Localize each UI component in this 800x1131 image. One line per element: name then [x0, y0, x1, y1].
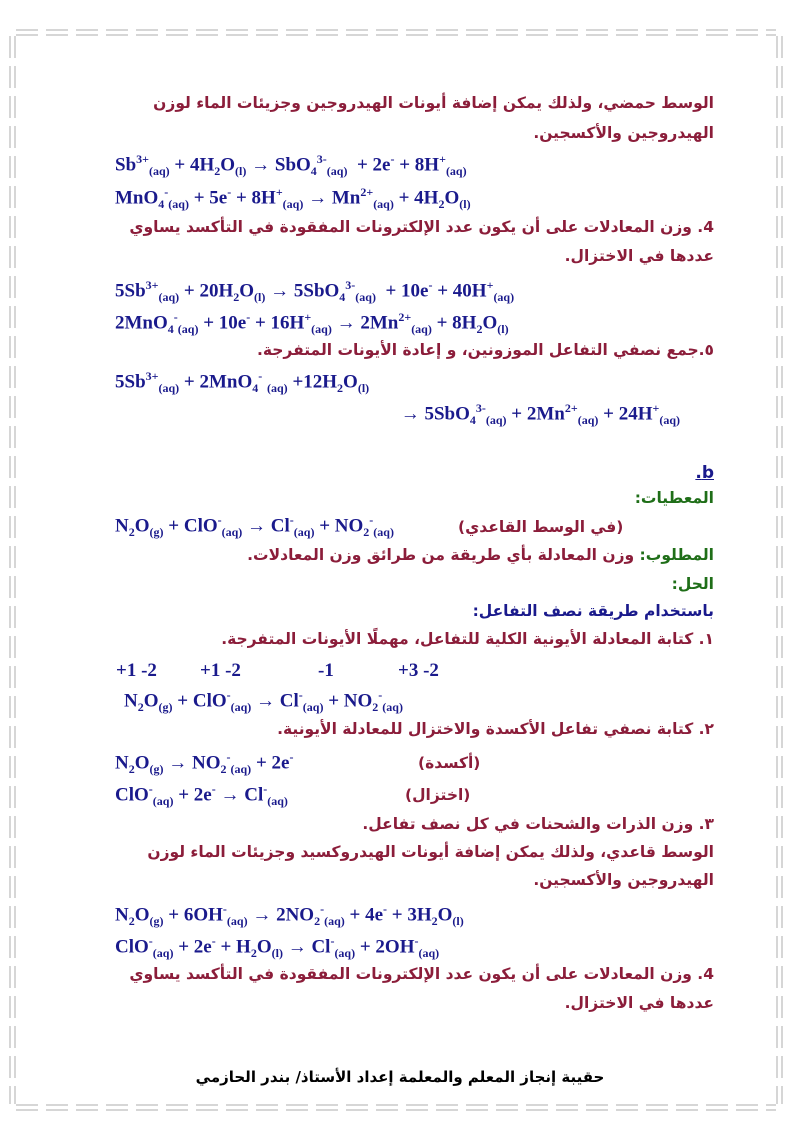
- basic-medium-note: (في الوسط القاعدي): [458, 518, 624, 536]
- part-b-label: b.: [695, 463, 714, 483]
- equation-b-oxidation-half: $N_2O_{(g)} \to NO_2^-_{(aq)} + 2e^-$: [115, 750, 294, 777]
- page-footer: حقيبة إنجاز المعلم والمعلمة إعداد الأستاذ/ بندر الحازمي: [195, 1068, 605, 1086]
- equation-b-reduction-balanced: $ClO^-_{(aq)} + 2e^- + H_2O_{(l)} \to Cl^-_{(aq)} + 2OH^-_{(aq)}$: [115, 934, 440, 961]
- acidic-medium-line1: الوسط حمضي، ولذلك يمكن إضافة أيونات الهيدروجين وجزيئات الماء لوزن: [153, 94, 714, 112]
- step4-line1: 4. وزن المعادلات على أن يكون عدد الإلكترونات المفقودة في التأكسد يساوي: [129, 218, 714, 236]
- required-line: [94, 546, 714, 564]
- equation-mno4-reduction-x2: $2MnO_4^-_{(aq)} + 10e^- + 16H^+_{(aq)} \to 2Mn^{2+}_{(aq)} + 8H_2O_{(l)}$: [115, 310, 509, 337]
- method-label: باستخدام طريقة نصف التفاعل:: [472, 602, 714, 620]
- step3-text: ٣. وزن الذرات والشحنات في كل نصف تفاعل.: [362, 815, 714, 833]
- oxnum-cl: -1: [318, 660, 334, 681]
- step4-b-line2: عددها في الاختزال.: [564, 994, 714, 1012]
- given-label: المعطيات:: [634, 489, 714, 507]
- oxnum-n2o: +1 -2: [116, 660, 157, 681]
- equation-sb-oxidation-x5: $5Sb^{3+}_{(aq)} + 20H_2O_{(l)} \to 5SbO_4^{3-}_{(aq)} + 10e^- + 40H^+_{(aq)}$: [115, 278, 515, 305]
- equation-sb-oxidation: $Sb^{3+}_{(aq)} + 4H_2O_{(l)} \to SbO_4^{3-}_{(aq)} + 2e^- + 8H^+_{(aq)}$: [115, 152, 467, 179]
- equation-mno4-reduction: $MnO_4^-_{(aq)} + 5e^- + 8H^+_{(aq)} \to Mn^{2+}_{(aq)} + 4H_2O_{(l)}$: [115, 185, 471, 212]
- equation-b-given: $N_2O_{(g)} + ClO^-_{(aq)} \to Cl^-_{(aq)} + NO_2^-_{(aq)}$: [115, 513, 394, 540]
- oxidation-label: (أكسدة): [418, 754, 481, 772]
- equation-b-reduction-half: $ClO^-_{(aq)} + 2e^- \to Cl^-_{(aq)}$: [115, 782, 288, 809]
- oxnum-no2: +3 -2: [398, 660, 439, 681]
- required-label: المطلوب:: [639, 546, 714, 564]
- step5-text: ٥.جمع نصفي التفاعل الموزونين، و إعادة الأيونات المتفرجة.: [256, 341, 714, 359]
- solution-label: الحل:: [671, 575, 714, 593]
- step4-line2: عددها في الاختزال.: [564, 247, 714, 265]
- oxnum-clo: +1 -2: [200, 660, 241, 681]
- equation-b-oxidation-balanced: $N_2O_{(g)} + 6OH^-_{(aq)} \to 2NO_2^-_{(aq)} + 4e^- + 3H_2O_{(l)}$: [115, 902, 464, 929]
- equation-overall-products: → $5SbO_4^{3-}_{(aq)} + 2Mn^{2+}_{(aq)} + 24H^+_{(aq)}$: [400, 401, 680, 428]
- acidic-medium-line2: الهيدروجين والأكسجين.: [533, 124, 714, 142]
- equation-b-ionic: $N_2O_{(g)} + ClO^-_{(aq)} \to Cl^-_{(aq)} + NO_2^-_{(aq)}$: [124, 688, 403, 715]
- equation-overall-reactants: $5Sb^{3+}_{(aq)} + 2MnO_4^-$ $_{(aq)} +12H_2O_{(l)}$: [115, 369, 370, 396]
- basic-medium-line2: الهيدروجين والأكسجين.: [533, 871, 714, 889]
- step4-b-line1: 4. وزن المعادلات على أن يكون عدد الإلكترونات المفقودة في التأكسد يساوي: [129, 965, 714, 983]
- reduction-label: (اختزال): [405, 786, 471, 804]
- required-text: وزن المعادلة بأي طريقة من طرائق وزن المعادلات.: [247, 546, 635, 564]
- step2-text: ٢. كتابة نصفي تفاعل الأكسدة والاختزال للمعادلة الأيونية.: [277, 720, 714, 738]
- basic-medium-line1: الوسط قاعدي، ولذلك يمكن إضافة أيونات الهيدروكسيد وجزيئات الماء لوزن: [147, 843, 714, 861]
- step1-text: ١. كتابة المعادلة الأيونية الكلية للتفاعل، مهملًا الأيونات المتفرجة.: [221, 630, 714, 648]
